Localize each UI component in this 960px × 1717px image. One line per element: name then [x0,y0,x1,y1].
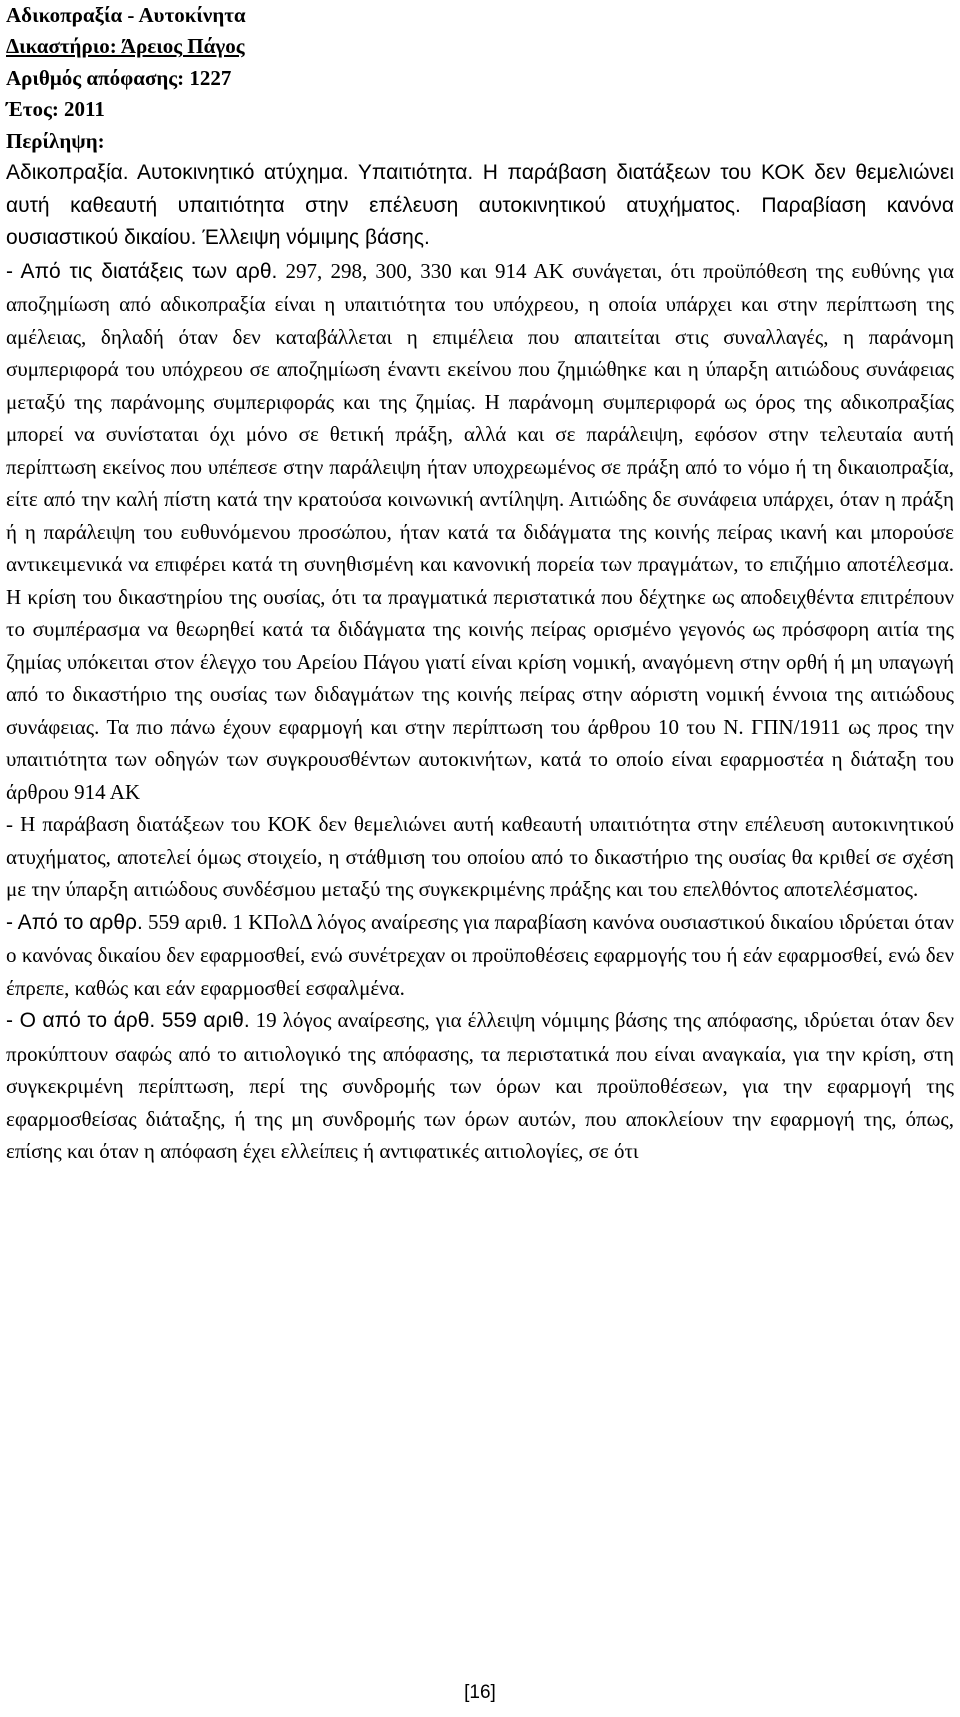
paragraph-lead: - Από το αρθρ. [6,910,143,934]
paragraph-text: 19 λόγος αναίρεσης, για έλλειψη νόμιμης βάσης της απόφασης, ιδρύεται όταν δεν προκύπτουν σαφώς από το αιτιολογικό της απόφασης, τα περιστατικά που είναι αναγκαία, για την κρίση, στη συγκεκριμένη περίπτωση, περί της συνδρομής των όρων και προϋποθέσεων, για την εφαρμογή της εφαρμοσθείσας διάταξης, ή της μη συνδρομής των όρων αυτών, που αποκλείουν την εφαρμογή της, όπως, επίσης και όταν η απόφαση έχει ελλείπεις ή αντιφατικές αιτιολογίες, σε ότι [6,1008,954,1164]
paragraph-text: 297, 298, 300, 330 και 914 ΑΚ συνάγεται, ότι προϋπόθεση της ευθύνης για αποζημίωση από αδικοπραξία είναι η υπαιτιότητα του υπόχρεου, η οποία υπάρχει και στην περίπτωση της αμέλειας, δηλαδή όταν δεν καταβάλλεται η επιμέλεια που απαιτείται στις συναλλαγές, η παράνομη συμπεριφορά του υπόχρεου σε αποζημίωση έναντι εκείνου που ζημιώθηκε και η ύπαρξη αιτιώδους συνάφειας μεταξύ της παράνομης συμπεριφοράς και της ζημίας. Η παράνομη συμπεριφορά ως όρος της αδικοπραξίας μπορεί να συνίσταται όχι μόνο σε θετική πράξη, αλλά και σε παράλειψη, εφόσον στην τελευταία αυτή περίπτωση εκείνος που υπέπεσε στην παράλειψη ήταν υποχρεωμένος σε πράξη από το νόμο ή τη δικαιοπραξία, είτε από την καλή πίστη κατά την κρατούσα κοινωνική αντίληψη. Αιτιώδης δε συνάφεια υπάρχει, όταν η πράξη ή η παράλειψη του ευθυνόμενου προσώπου, ήταν κατά τα διδάγματα της κοινής πείρας ικανή και μπορούσε αντικειμενικά να επιφέρει κατά τη συνηθισμένη και κανονική πορεία των πραγμάτων, το επιζήμιο αποτέλεσμα. Η κρίση του δικαστηρίου της ουσίας, ότι τα πραγματικά περιστατικά που δέχτηκε ως αποδειχθέντα επιτρέπουν το συμπέρασμα να θεωρηθεί κατά τα διδάγματα της κοινής πείρας ορισμένο γεγονός ως πρόσφορη αιτία της ζημίας υπόκειται στον έλεγχο του Αρείου Πάγου γιατί είναι κρίση νομική, αναγόμενη στην ορθή ή μη υπαγωγή από το δικαστήριο της ουσίας των διδαγμάτων της κοινής πείρας στην αόριστη νομική έννοια της αιτιώδους συνάφειας. Τα πιο πάνω έχουν εφαρμογή και στην περίπτωση του άρθρου 10 του Ν. ΓΠΝ/1911 ως προς την υπαιτιότητα των οδηγών των συγκρουσθέντων αυτοκινήτων, κατά το οποίο είναι εφαρμοστέα η διάταξη του άρθρου 914 ΑΚ [6,258,954,804]
court-name: Δικαστήριο: Άρειος Πάγος [6,34,245,59]
summary-text: Αδικοπραξία. Αυτοκινητικό ατύχημα. Υπαιτιότητα. Η παράβαση διατάξεων του ΚΟΚ δεν θεμελιώνει αυτή καθεαυτή υπαιτιότητα στην επέλευση αυτοκινητικού ατυχήματος. Παραβίαση κανόνα ουσιαστικού δικαίου. Έλλειψη νόμιμης βάσης. [6,161,954,250]
paragraph-text: 559 αριθ. 1 ΚΠολΔ λόγος αναίρεσης για παραβίαση κανόνα ουσιαστικού δικαίου ιδρύεται όταν ο κανόνας δικαίου δεν εφαρμοσθεί, ενώ συνέτρεχαν οι προϋποθέσεις εφαρμογής του ή εάν εφαρμοσθεί, ενώ δεν έπρεπε, καθώς και εάν εφαρμοσθεί εσφαλμένα. [6,909,954,1000]
paragraph [6,906,954,1005]
page-number: [16] [464,1682,496,1703]
summary-heading: Περίληψη: [6,128,105,153]
document-title: Αδικοπραξία - Αυτοκίνητα [6,3,246,27]
decision-number: Αριθμός απόφασης: 1227 [6,65,232,90]
paragraph-text: - Η παράβαση διατάξεων του ΚΟΚ δεν θεμελιώνει αυτή καθεαυτή υπαιτιότητα στην επέλευση αυτοκινητικού ατυχήματος, αποτελεί όμως στοιχείο, η στάθμιση του οποίου από το δικαστήριο της ουσίας θα κριθεί σε σχέση με την ύπαρξη αιτιώδους συνδέσμου μεταξύ της συγκεκριμένης πράξης και του επελθόντος αποτελέσματος. [6,812,954,902]
document-page [6,0,954,1168]
decision-year: Έτος: 2011 [6,97,105,122]
paragraph-lead: - Από τις διατάξεις των αρθ. [6,259,278,283]
paragraph [6,255,954,809]
paragraph-lead: - Ο από το άρθ. 559 αριθ. [6,1009,250,1033]
paragraph [6,1004,954,1168]
paragraph [6,808,954,906]
